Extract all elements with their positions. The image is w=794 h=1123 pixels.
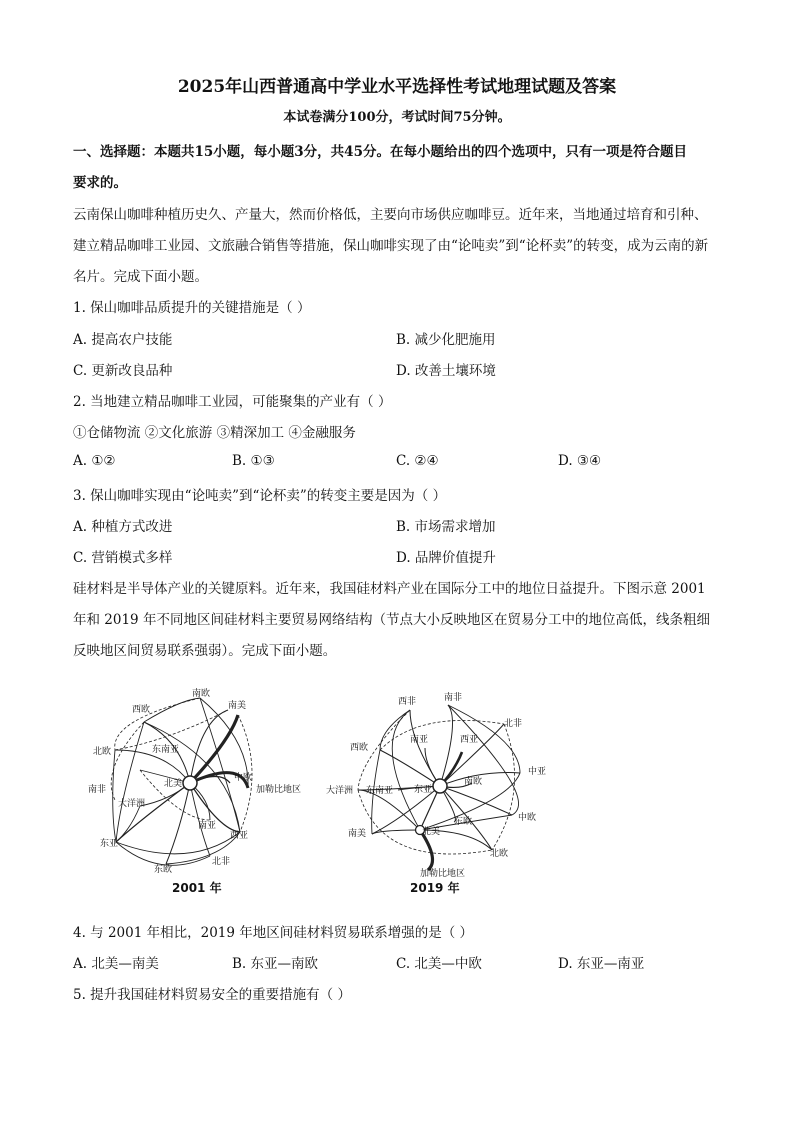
node-2019-south-america: 南美 — [348, 829, 367, 839]
node-2001-south-africa: 南非 — [88, 785, 107, 795]
q2-option-d: D. ③④ — [558, 453, 602, 469]
question-5-stem: 5. 提升我国硅材料贸易安全的重要措施有（ ） — [73, 987, 351, 1003]
node-2001-north-europe: 北欧 — [93, 747, 112, 757]
passage2-line1: 硅材料是半导体产业的关键原料。近年来，我国硅材料产业在国际分工中的地位日益提升。下图示意 2001 — [73, 581, 706, 597]
node-2019-south-europe: 南欧 — [464, 777, 483, 787]
node-2001-south-america: 南美 — [228, 701, 247, 711]
node-2019-west-africa: 西非 — [398, 697, 417, 707]
trade-network-figure — [80, 680, 600, 900]
node-2001-caribbean: 加勒比地区 — [256, 785, 302, 795]
node-2019-north-america: 北美 — [422, 827, 441, 837]
node-2001-oceania: 大洋洲 — [118, 799, 146, 809]
node-2001-west-europe: 西欧 — [132, 705, 151, 715]
caption-2019: 2019 年 — [410, 881, 460, 895]
node-2001-west-asia: 西亚 — [230, 831, 249, 841]
passage1-line2: 建立精品咖啡工业园、文旅融合销售等措施，保山咖啡实现了由“论吨卖”到“论杯卖”的转变，成为云南的新 — [73, 238, 709, 254]
page-title: 2025年山西普通高中学业水平选择性考试地理试题及答案 — [177, 77, 617, 97]
node-2019-central-europe: 中欧 — [518, 813, 537, 823]
node-2019-south-asia: 南亚 — [410, 735, 429, 745]
question-1-stem: 1. 保山咖啡品质提升的关键措施是（ ） — [73, 300, 311, 316]
q2-option-b: B. ①③ — [232, 453, 275, 469]
q3-option-a: A. 种植方式改进 — [73, 519, 173, 535]
q4-option-c: C. 北美—中欧 — [396, 956, 482, 972]
q4-option-a: A. 北美—南美 — [73, 956, 159, 972]
node-2019-north-africa: 北非 — [504, 719, 523, 729]
exam-info: 本试卷满分100分，考试时间75分钟。 — [283, 110, 511, 125]
q1-option-b: B. 减少化肥施用 — [396, 332, 496, 348]
caption-2001: 2001 年 — [172, 881, 222, 895]
node-2001-east-europe: 东欧 — [154, 865, 173, 875]
passage2-line2: 年和 2019 年不同地区间硅材料主要贸易网络结构（节点大小反映地区在贸易分工中的地位高低，线条粗细 — [73, 612, 710, 628]
q1-option-d: D. 改善土壤环境 — [396, 363, 496, 379]
node-2001-south-asia: 南亚 — [198, 821, 217, 831]
node-2019-oceania: 大洋洲 — [326, 786, 354, 796]
node-2019-central-asia: 中亚 — [528, 767, 547, 777]
passage1-line3: 名片。完成下面小题。 — [73, 269, 208, 285]
node-2019-east-europe: 东欧 — [454, 817, 473, 827]
section-instructions-line1: 一、选择题：本题共15小题，每小题3分，共45分。在每小题给出的四个选项中，只有一项是符合题目 — [73, 144, 687, 160]
node-2001-east-asia: 东亚 — [100, 839, 119, 849]
question-4-stem: 4. 与 2001 年相比，2019 年地区间硅材料贸易联系增强的是（ ） — [73, 925, 474, 941]
node-2019-southeast-asia: 东南亚 — [366, 786, 394, 796]
q1-option-c: C. 更新改良品种 — [73, 363, 173, 379]
node-2001-southeast-asia: 东南亚 — [152, 745, 180, 755]
q3-option-d: D. 品牌价值提升 — [396, 550, 496, 566]
node-2001-central-europe: 中欧 — [234, 773, 253, 783]
q3-option-c: C. 营销模式多样 — [73, 550, 173, 566]
q1-option-a: A. 提高农户技能 — [73, 332, 173, 348]
node-2019-west-europe: 西欧 — [350, 743, 369, 753]
node-2019-north-europe: 北欧 — [490, 849, 509, 859]
node-2001-north-america: 北美 — [164, 779, 183, 789]
q2-option-a: A. ①② — [73, 453, 116, 469]
passage2-line3: 反映地区间贸易联系强弱）。完成下面小题。 — [73, 643, 337, 659]
section-instructions-line2: 要求的。 — [73, 175, 127, 191]
q3-option-b: B. 市场需求增加 — [396, 519, 496, 535]
node-2019-caribbean: 加勒比地区 — [420, 869, 466, 879]
question-2-stem: 2. 当地建立精品咖啡工业园，可能聚集的产业有（ ） — [73, 394, 392, 410]
node-2001-north-africa: 北非 — [212, 857, 231, 867]
q2-option-c: C. ②④ — [396, 453, 439, 469]
node-2019-south-africa: 南非 — [444, 693, 463, 703]
question-3-stem: 3. 保山咖啡实现由“论吨卖”到“论杯卖”的转变主要是因为（ ） — [73, 488, 447, 504]
q2-items: ①仓储物流 ②文化旅游 ③精深加工 ④金融服务 — [73, 425, 356, 441]
q4-option-d: D. 东亚—南亚 — [558, 956, 645, 972]
node-2019-east-asia: 东亚 — [414, 785, 433, 795]
passage1-line1: 云南保山咖啡种植历史久、产量大，然而价格低，主要向市场供应咖啡豆。近年来，当地通过培育和引种、 — [73, 207, 708, 223]
node-2019-west-asia: 西亚 — [460, 735, 479, 745]
node-2001-south-europe: 南欧 — [192, 689, 211, 699]
q4-option-b: B. 东亚—南欧 — [232, 956, 319, 972]
